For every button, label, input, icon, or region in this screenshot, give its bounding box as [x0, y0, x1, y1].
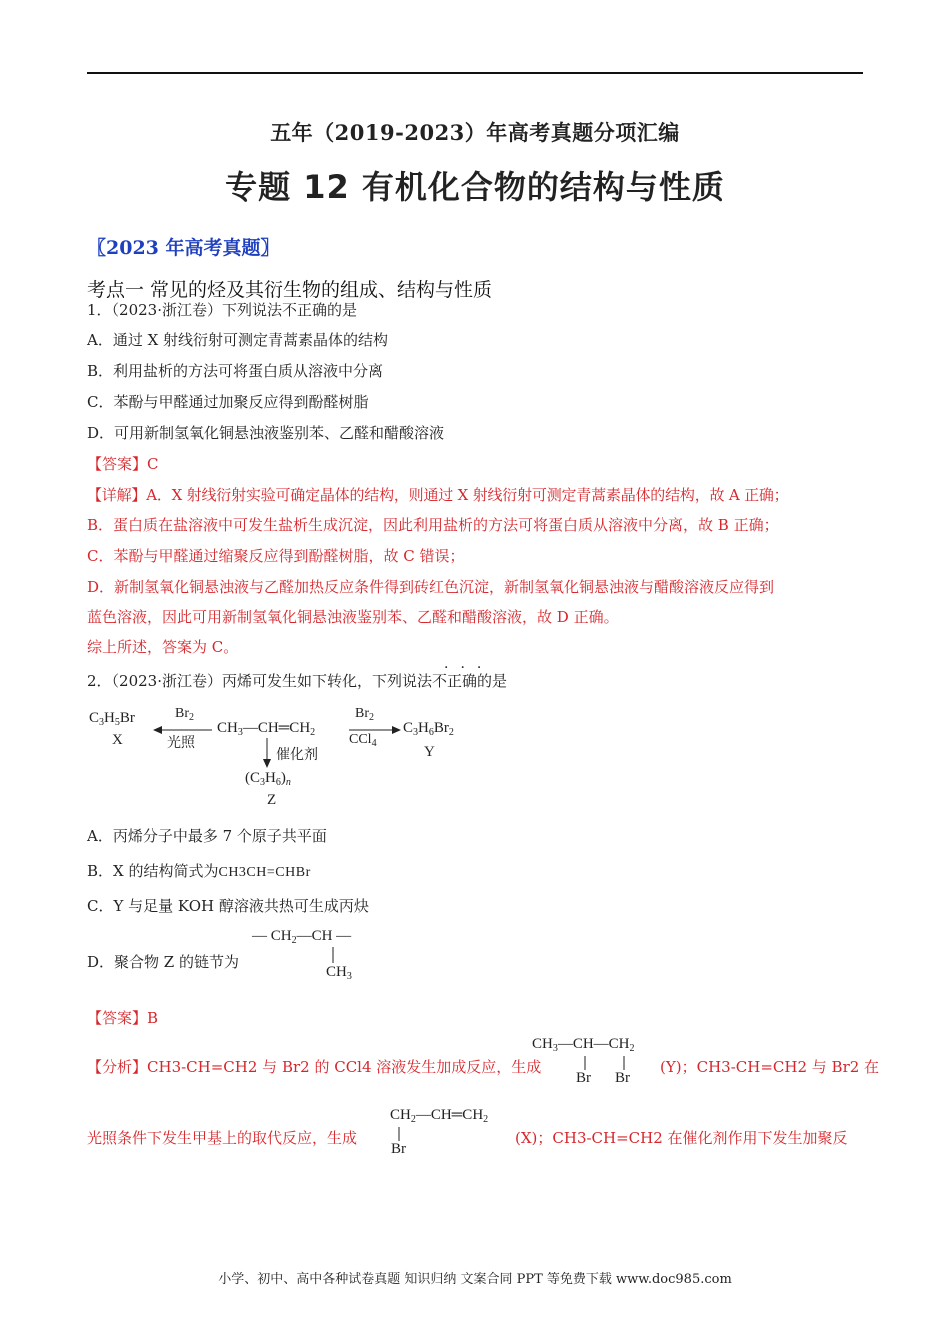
- page-title: 专题 12 有机化合物的结构与性质: [225, 168, 725, 206]
- question-1-option-b: B．利用盐析的方法可将蛋白质从溶液中分离: [87, 362, 384, 380]
- question-2-option-c: C．Y 与足量 KOH 醇溶液共热可生成丙炔: [87, 897, 369, 915]
- product-y-label: Y: [424, 744, 435, 760]
- product-x-label: X: [112, 732, 123, 748]
- reaction-scheme: [87, 700, 507, 810]
- solvent-ccl4: CCl$_4$: [349, 732, 377, 749]
- analysis-line-2: 光照条件下发生甲基上的取代反应，生成: [87, 1129, 358, 1147]
- product-x-formula: $C_3H_5Br$: [89, 710, 135, 728]
- question-1-explanation-line: C．苯酚与甲醛通过缩聚反应得到酚醛树脂，故 C 错误；: [87, 547, 465, 565]
- product-z-formula: $(C_3H_6)_n$: [245, 770, 291, 788]
- question-2-answer: 【答案】B: [87, 1009, 159, 1027]
- footer-text: 小学、初中、高中各种试卷真题 知识归纳 文案合同 PPT 等免费下载 www.doc985.com: [218, 1272, 732, 1287]
- structure-y-br: Br: [576, 1070, 591, 1086]
- question-1-option-d: D．可用新制氢氧化铜悬浊液鉴别苯、乙醛和醋酸溶液: [87, 424, 445, 442]
- reagent-br2-right: $Br_2$: [355, 706, 374, 723]
- product-z-label: Z: [267, 792, 277, 808]
- option-b-formula: CH3CH=CHBr: [218, 865, 311, 880]
- emphasis-dots: ···: [444, 660, 494, 676]
- structure-y-br: Br: [615, 1070, 630, 1086]
- structure-x-chain: $CH_2—CH═CH_2$: [390, 1107, 489, 1125]
- topic-heading: 考点一 常见的烃及其衍生物的组成、结构与性质: [87, 279, 493, 301]
- question-1-explanation-line: 【详解】A．X 射线衍射实验可确定晶体的结构，则通过 X 射线衍射可测定青蒿素晶体的结构，故 A 正确；: [87, 486, 789, 504]
- question-1-explanation-line: 综上所述，答案为 C。: [87, 638, 239, 656]
- question-2-option-b: [87, 861, 311, 883]
- question-1-explanation-line: B．蛋白质在盐溶液中可发生盐析生成沉淀，因此利用盐析的方法可将蛋白质从溶液中分离，故 B 正确；: [87, 516, 779, 534]
- analysis-label: 【分析】: [87, 1058, 148, 1076]
- structure-x-br: Br: [391, 1141, 406, 1157]
- question-2-option-d: D．聚合物 Z 的链节为: [87, 953, 239, 971]
- product-y-formula: $C_3H_6Br_2$: [403, 720, 454, 738]
- header-rule: [87, 72, 863, 74]
- analysis-line-2-tail: (X)；CH3-CH=CH2 在催化剂作用下发生加聚反: [515, 1129, 848, 1147]
- year-heading: 〖2023 年高考真题〗: [87, 237, 280, 259]
- analysis-text: CH3-CH=CH2 与 Br2 的 CCl4 溶液发生加成反应，生成: [147, 1058, 542, 1076]
- repeat-unit-methyl: $CH_3$: [326, 964, 352, 982]
- question-1-option-a: A．通过 X 射线衍射可测定青蒿素晶体的结构: [87, 331, 389, 349]
- question-1-answer: 【答案】C: [87, 455, 159, 473]
- question-1-option-c: C．苯酚与甲醛通过加聚反应得到酚醛树脂: [87, 393, 369, 411]
- structure-x: [390, 1107, 515, 1163]
- question-2-stem: 2．（2023·浙江卷）丙烯可发生如下转化，下列说法不正确的是: [87, 672, 507, 690]
- analysis-line-1-tail: (Y)；CH3-CH=CH2 与 Br2 在: [660, 1058, 880, 1076]
- question-1-stem: 1．（2023·浙江卷）下列说法不正确的是: [87, 301, 357, 319]
- question-1-explanation-line: 蓝色溶液，因此可用新制氢氧化铜悬浊液鉴别苯、乙醛和醋酸溶液，故 D 正确。: [87, 608, 619, 626]
- option-b-text: B．X 的结构简式为: [87, 862, 219, 880]
- catalyst-label: 催化剂: [276, 748, 318, 763]
- structure-y-chain: $CH_3—CH—CH_2$: [532, 1036, 635, 1054]
- series-title: 五年（2019-2023）年高考真题分项汇编: [270, 120, 680, 145]
- condition-light: 光照: [167, 736, 195, 751]
- propene-formula: $CH_3—CH═CH_2$: [217, 720, 316, 738]
- polymer-repeat-unit: [252, 926, 382, 988]
- reagent-br2-left: $Br_2$: [175, 706, 194, 723]
- question-1-explanation-line: D．新制氢氧化铜悬浊液与乙醛加热反应条件得到砖红色沉淀，新制氢氧化铜悬浊液与醋酸溶液反应得到: [87, 578, 775, 596]
- analysis-line-1: [87, 1057, 541, 1077]
- question-2-option-a: A．丙烯分子中最多 7 个原子共平面: [87, 827, 327, 845]
- structure-y: [532, 1036, 652, 1092]
- repeat-unit-chain: — $CH_2—CH$ —: [252, 928, 352, 946]
